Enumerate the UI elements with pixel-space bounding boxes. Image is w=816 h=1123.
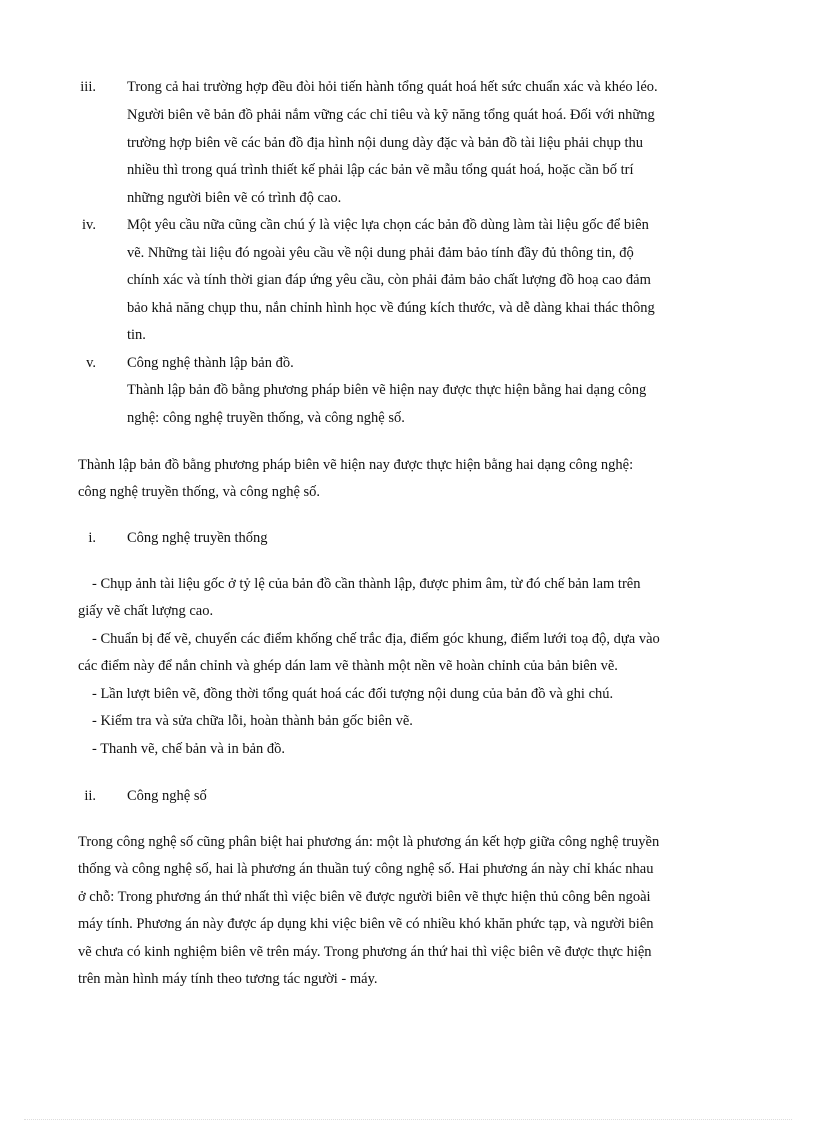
list-number: v. [86,355,96,371]
paragraph-line: Thành lập bản đồ bằng phương pháp biên vẽ hiện nay được thực hiện bằng hai dạng công [127,382,647,398]
step-line: các điểm này để nắn chỉnh và ghép dán lam vẽ thành một nền vẽ hoàn chỉnh của bản biên vẽ. [78,658,618,674]
paragraph-line: ở chỗ: Trong phương án thứ nhất thì việc biên vẽ được người biên vẽ thực hiện thủ công bên ngoài [78,889,651,905]
paragraph-line: Một yêu cầu nữa cũng cần chú ý là việc lựa chọn các bản đồ dùng làm tài liệu gốc để biên [127,217,649,233]
step-line: - Chụp ảnh tài liệu gốc ở tỷ lệ của bản đồ cần thành lập, được phim âm, từ đó chế bản lam trên [92,576,641,592]
paragraph-line: Người biên vẽ bản đồ phải nắm vững các chỉ tiêu và kỹ năng tổng quát hoá. Đối với những [127,107,655,123]
paragraph-line: trường hợp biên vẽ các bản đồ địa hình nội dung dày đặc và bản đồ tài liệu phải chụp thu [127,135,644,151]
paragraph-line: trên màn hình máy tính theo tương tác người - máy. [78,971,378,987]
paragraph-line: Thành lập bản đồ bằng phương pháp biên vẽ hiện nay được thực hiện bằng hai dạng công nghệ: [78,457,634,473]
paragraph-line: thống và công nghệ số, hai là phương án thuần tuý công nghệ số. Hai phương án này chỉ khác nhau [78,861,654,877]
paragraph-line: bảo khả năng chụp thu, nắn chỉnh hình học về đúng kích thước, và dễ dàng khai thác thông [127,300,655,316]
step-line: - Chuẩn bị đế vẽ, chuyển các điểm khống chế trắc địa, điểm góc khung, điểm lưới toạ độ, dựa vào [92,631,660,647]
step-line: - Thanh vẽ, chế bản và in bản đồ. [92,741,286,757]
paragraph-line: máy tính. Phương án này được áp dụng khi việc biên vẽ có nhiều khó khăn phức tạp, và người biên [78,916,654,932]
paragraph-line: công nghệ truyền thống, và công nghệ số. [78,484,321,500]
list-number: iii. [80,79,96,95]
section-number: i. [88,530,96,546]
paragraph-line: Trong cả hai trường hợp đều đòi hỏi tiến hành tổng quát hoá hết sức chuẩn xác và khéo léo. [127,79,658,95]
step-line: giấy vẽ chất lượng cao. [78,603,214,619]
paragraph-line: vẽ. Những tài liệu đó ngoài yêu cầu về nội dung phải đảm bảo tính đầy đủ thông tin, độ [127,245,634,261]
paragraph-line: tin. [127,327,146,343]
paragraph-line: nghệ: công nghệ truyền thống, và công nghệ số. [127,410,405,426]
step-line: - Lần lượt biên vẽ, đồng thời tổng quát hoá các đối tượng nội dung của bản đồ và ghi chú. [92,686,614,702]
list-number: iv. [82,217,96,233]
paragraph-line: nhiều thì trong quá trình thiết kế phải lập các bản vẽ mẫu tổng quát hoá, hoặc cần bố trí [127,162,634,178]
paragraph-line: chính xác và tính thời gian đáp ứng yêu cầu, còn phải đảm bảo chất lượng đồ hoạ cao đảm [127,272,651,288]
paragraph-line: vẽ chưa có kinh nghiệm biên vẽ trên máy. Trong phương án thứ hai thì việc biên vẽ được thực hiện [78,944,652,960]
paragraph-line: Trong công nghệ số cũng phân biệt hai phương án: một là phương án kết hợp giữa công nghệ truyền [78,834,660,850]
section-title: Công nghệ số [127,788,207,804]
section-number: ii. [84,788,96,804]
paragraph-line: Công nghệ thành lập bản đồ. [127,355,294,371]
section-title: Công nghệ truyền thống [127,530,268,546]
step-line: - Kiểm tra và sửa chữa lỗi, hoàn thành bản gốc biên vẽ. [92,713,413,729]
paragraph-line: những người biên vẽ có trình độ cao. [127,190,342,206]
page-bottom-rule [24,1119,792,1120]
